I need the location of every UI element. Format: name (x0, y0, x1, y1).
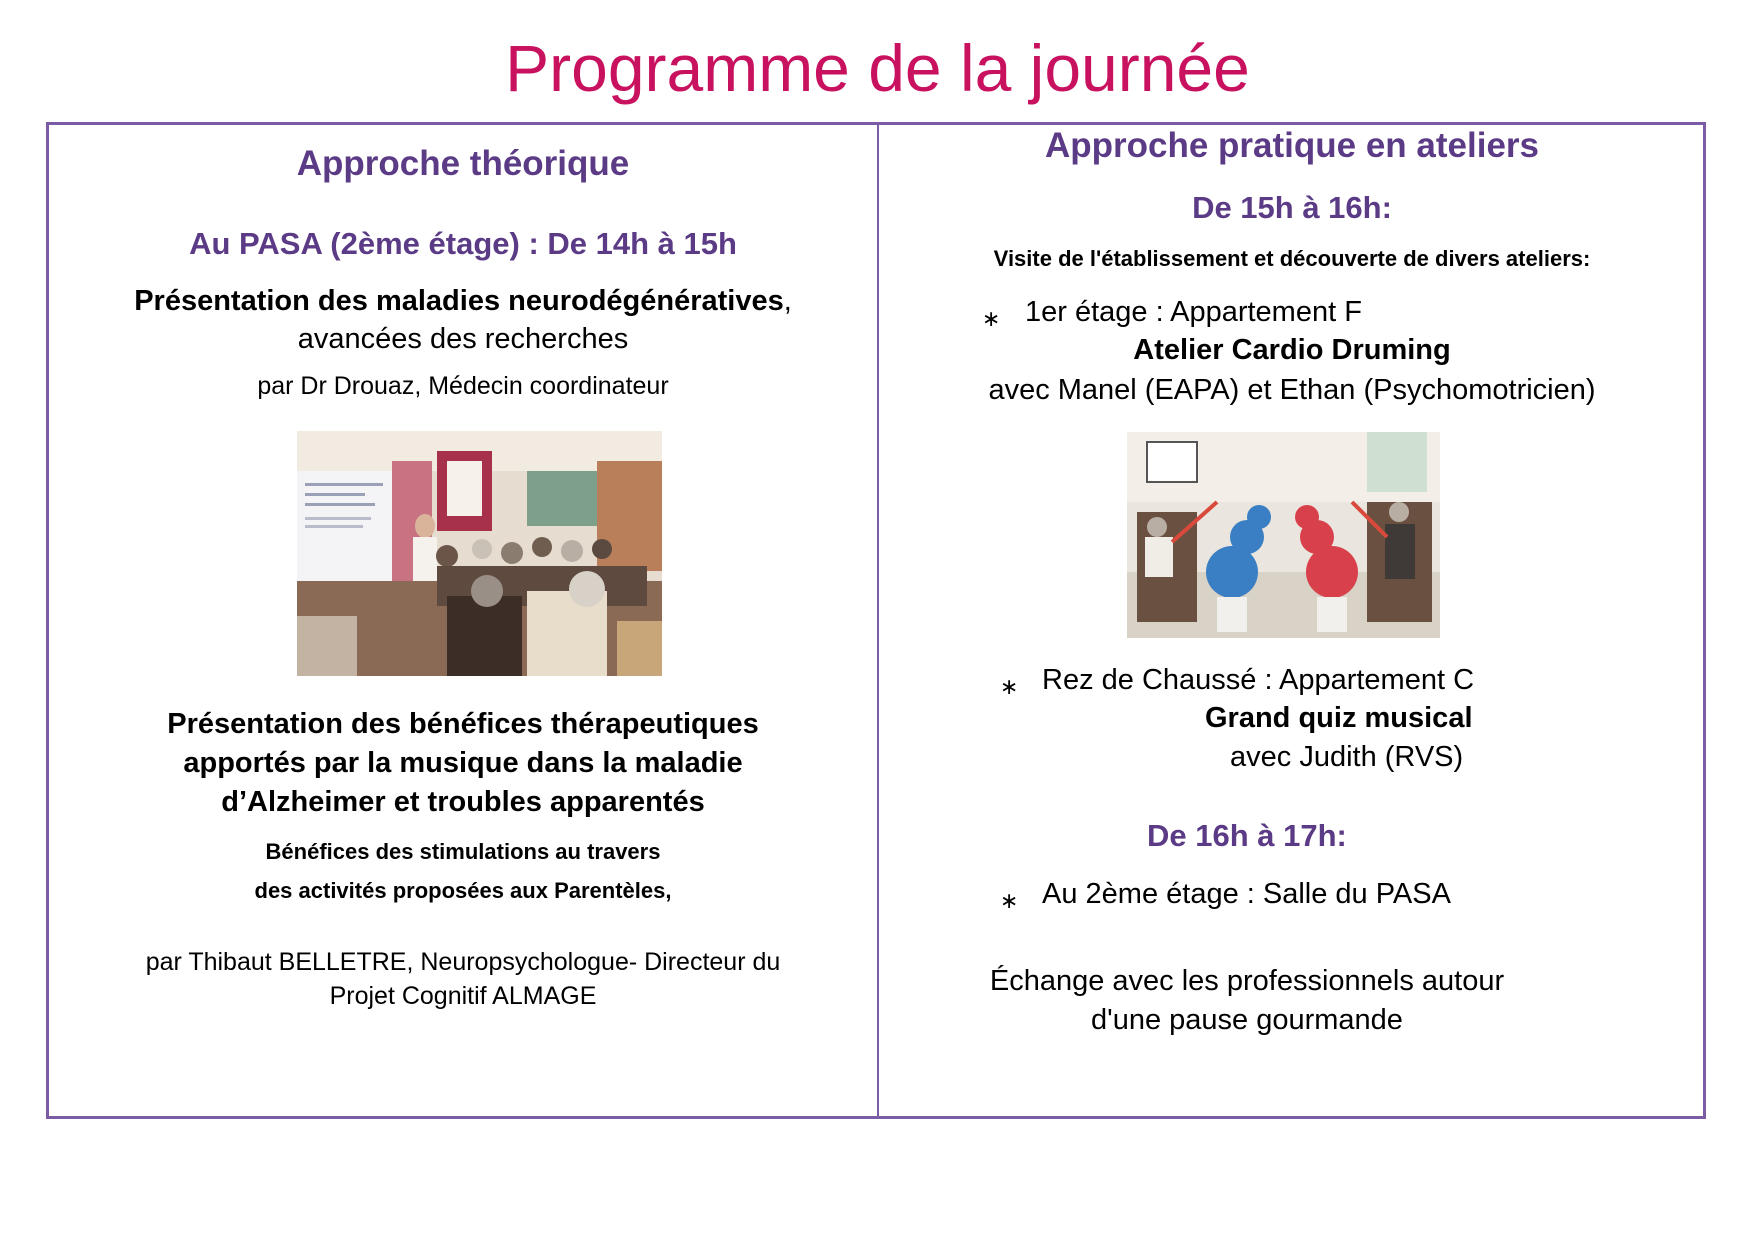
right-time-slot-2: De 16h à 17h: (1147, 818, 1347, 853)
conference-audience-photo (297, 431, 662, 676)
page-title: Programme de la journée (505, 31, 1250, 105)
closing-line: d'une pause gourmande (1091, 1004, 1403, 1036)
talk2-subtitle-line: Bénéfices des stimulations au travers (265, 839, 661, 864)
talk1-title (49, 282, 877, 358)
visit-intro: Visite de l'établissement et découverte de divers ateliers: (993, 246, 1591, 271)
talk2-speaker-line: par Thibaut BELLETRE, Neuropsychologue- Directeur du (145, 948, 781, 976)
talk2-title-line: d’Alzheimer et troubles apparentés (221, 786, 705, 818)
left-heading: Approche théorique (296, 144, 630, 183)
right-heading: Approche pratique en ateliers (1044, 126, 1540, 165)
closing-text (879, 962, 1615, 1040)
talk1-title-bold: Présentation des maladies neurodégénératives (134, 285, 784, 317)
talk1-speaker: par Dr Drouaz, Médecin coordinateur (257, 372, 669, 400)
cardio-drumming-photo (1127, 432, 1440, 638)
bullet-icon: ∗ (1000, 888, 1019, 913)
closing-line: Échange avec les professionnels autour (989, 965, 1505, 997)
talk1-title-cont: avancées des recherches (297, 323, 629, 355)
item2-location: Rez de Chaussé : Appartement C (1042, 664, 1475, 696)
talk2-title (49, 705, 877, 822)
bullet-icon: ∗ (982, 306, 1001, 331)
item2-hosts: avec Judith (RVS) (1230, 741, 1464, 773)
talk2-speaker (49, 945, 877, 1013)
talk2-title-line: apportés par la musique dans la maladie (183, 747, 743, 779)
item1-hosts: avec Manel (EAPA) et Ethan (Psychomotricien) (988, 374, 1596, 406)
bullet-icon: ∗ (1000, 674, 1019, 699)
talk2-subtitle (49, 832, 877, 910)
item1-workshop: Atelier Cardio Druming (1133, 334, 1451, 366)
right-time-slot-1: De 15h à 16h: (1192, 190, 1392, 225)
talk2-title-line: Présentation des bénéfices thérapeutiques (167, 708, 759, 740)
left-time-slot: Au PASA (2ème étage) : De 14h à 15h (189, 226, 737, 261)
talk1-title-comma: , (783, 285, 792, 317)
item3-location: Au 2ème étage : Salle du PASA (1042, 878, 1451, 910)
item2-workshop: Grand quiz musical (1205, 702, 1473, 734)
talk2-subtitle-line: des activités proposées aux Parentèles, (254, 878, 672, 903)
item1-location: 1er étage : Appartement F (1025, 296, 1362, 328)
talk2-speaker-line: Projet Cognitif ALMAGE (329, 982, 597, 1010)
